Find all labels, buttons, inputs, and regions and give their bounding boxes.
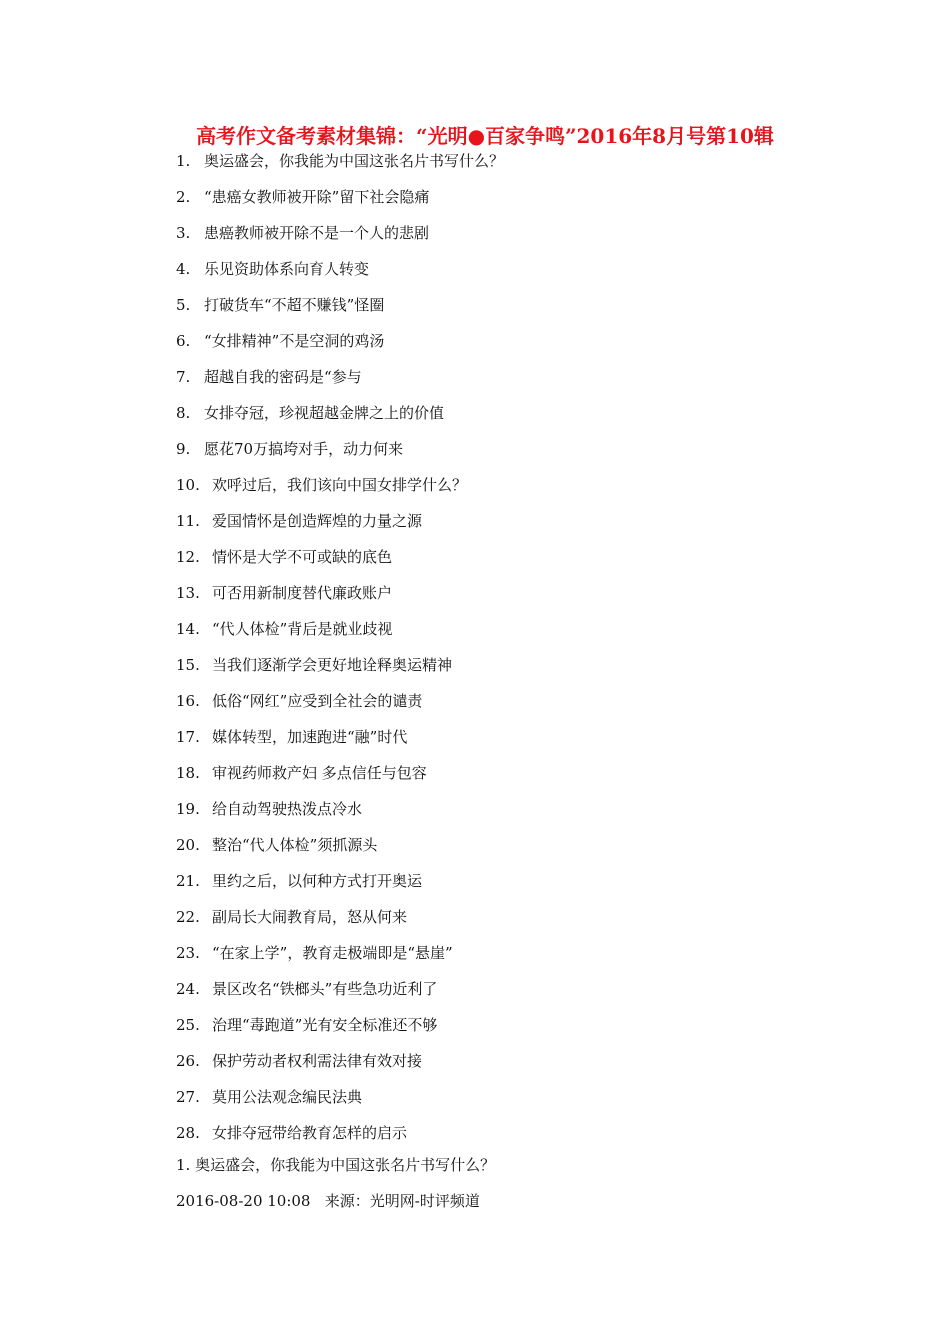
- toc-item: [176, 184, 504, 220]
- toc-item-number: 14.: [176, 620, 200, 638]
- toc-item: [176, 652, 504, 688]
- toc-item: [176, 688, 504, 724]
- toc-item-number: 7.: [176, 368, 191, 386]
- toc-item: [176, 1084, 504, 1120]
- toc-item: [176, 976, 504, 1012]
- toc-item-text: 治理“毒跑道”光有安全标准还不够: [212, 1016, 438, 1034]
- toc-item-text: 超越自我的密码是“参与: [204, 368, 362, 386]
- toc-item-text: 奥运盛会，你我能为中国这张名片书写什么？: [204, 152, 505, 170]
- toc-item-text: 爱国情怀是创造辉煌的力量之源: [212, 512, 423, 530]
- toc-item-text: 给自动驾驶热泼点冷水: [212, 800, 363, 818]
- toc-item-number: 6.: [176, 332, 191, 350]
- toc-item-number: 26.: [176, 1052, 200, 1070]
- toc-item-text: “在家上学”，教育走极端即是“悬崖”: [212, 944, 453, 962]
- toc-item-number: 20.: [176, 836, 200, 854]
- toc-item-number: 15.: [176, 656, 200, 674]
- toc-item: [176, 1120, 504, 1156]
- toc-item-number: 11.: [176, 512, 200, 530]
- toc-item-text: 情怀是大学不可或缺的底色: [212, 548, 393, 566]
- toc-item-number: 1.: [176, 152, 191, 170]
- toc-item-number: 10.: [176, 476, 200, 494]
- toc-item: [176, 868, 504, 904]
- toc-item: [176, 472, 504, 508]
- toc-item: [176, 1012, 504, 1048]
- toc-item-text: 低俗“网红”应受到全社会的谴责: [212, 692, 423, 710]
- toc-item-number: 2.: [176, 188, 191, 206]
- toc-item: [176, 220, 504, 256]
- toc-item-text: 莫用公法观念编民法典: [212, 1088, 363, 1106]
- toc-item-text: “女排精神”不是空洞的鸡汤: [204, 332, 385, 350]
- toc-item-text: 女排夺冠，珍视超越金牌之上的价值: [204, 404, 445, 422]
- document-title: 高考作文备考素材集锦：“光明●百家争鸣”2016年8月号第10辑: [196, 124, 774, 148]
- toc-item-text: “代人体检”背后是就业歧视: [212, 620, 393, 638]
- toc-item-text: 媒体转型，加速跑进“融”时代: [212, 728, 408, 746]
- toc-item: [176, 940, 504, 976]
- toc-item-number: 13.: [176, 584, 200, 602]
- toc-item: [176, 832, 504, 868]
- toc-item-number: 21.: [176, 872, 200, 890]
- toc-item-number: 9.: [176, 440, 191, 458]
- toc-item-text: 里约之后，以何种方式打开奥运: [212, 872, 423, 890]
- toc-item: [176, 544, 504, 580]
- toc-item-number: 3.: [176, 224, 191, 242]
- article-heading-text: 奥运盛会，你我能为中国这张名片书写什么？: [195, 1156, 496, 1174]
- toc-item-text: 女排夺冠带给教育怎样的启示: [212, 1124, 408, 1142]
- toc-item-number: 18.: [176, 764, 200, 782]
- toc-item-text: 保护劳动者权利需法律有效对接: [212, 1052, 423, 1070]
- toc-item-text: 审视药师救产妇 多点信任与包容: [212, 764, 427, 782]
- toc-item: [176, 580, 504, 616]
- toc-item-number: 19.: [176, 800, 200, 818]
- table-of-contents: [176, 148, 504, 1156]
- toc-item: [176, 724, 504, 760]
- toc-item: [176, 328, 504, 364]
- toc-item-text: 患癌教师被开除不是一个人的悲剧: [204, 224, 430, 242]
- toc-item: [176, 436, 504, 472]
- toc-item-text: 可否用新制度替代廉政账户: [212, 584, 393, 602]
- toc-item: [176, 1048, 504, 1084]
- toc-item-number: 16.: [176, 692, 200, 710]
- toc-item-number: 23.: [176, 944, 200, 962]
- toc-item: [176, 616, 504, 652]
- article-heading: [176, 1152, 495, 1178]
- article-heading-number: 1.: [176, 1156, 191, 1174]
- toc-item-number: 17.: [176, 728, 200, 746]
- toc-item: [176, 148, 504, 184]
- toc-item-text: 欢呼过后，我们该向中国女排学什么？: [212, 476, 468, 494]
- article-datetime: 2016-08-20 10:08: [176, 1192, 311, 1210]
- toc-item: [176, 796, 504, 832]
- toc-item-number: 28.: [176, 1124, 200, 1142]
- toc-item: [176, 760, 504, 796]
- toc-item: [176, 364, 504, 400]
- toc-item-number: 4.: [176, 260, 191, 278]
- toc-item-text: 愿花70万搞垮对手，动力何来: [204, 440, 404, 458]
- toc-item-text: 乐见资助体系向育人转变: [204, 260, 370, 278]
- toc-item-text: 景区改名“铁榔头”有些急功近利了: [212, 980, 438, 998]
- toc-item-number: 12.: [176, 548, 200, 566]
- toc-item: [176, 904, 504, 940]
- toc-item-number: 25.: [176, 1016, 200, 1034]
- toc-item-number: 8.: [176, 404, 191, 422]
- toc-item-number: 22.: [176, 908, 200, 926]
- toc-item-number: 27.: [176, 1088, 200, 1106]
- toc-item-number: 5.: [176, 296, 191, 314]
- toc-item: [176, 292, 504, 328]
- toc-item-text: “患癌女教师被开除”留下社会隐痛: [204, 188, 430, 206]
- article-source: 来源：光明网-时评频道: [324, 1192, 480, 1210]
- toc-item-text: 打破货车“不超不赚钱”怪圈: [204, 296, 385, 314]
- toc-item: [176, 256, 504, 292]
- toc-item-number: 24.: [176, 980, 200, 998]
- toc-item-text: 副局长大闹教育局，怒从何来: [212, 908, 408, 926]
- toc-item: [176, 400, 504, 436]
- toc-item-text: 整治“代人体检”须抓源头: [212, 836, 378, 854]
- article-meta: [176, 1188, 480, 1214]
- toc-item: [176, 508, 504, 544]
- toc-item-text: 当我们逐渐学会更好地诠释奥运精神: [212, 656, 453, 674]
